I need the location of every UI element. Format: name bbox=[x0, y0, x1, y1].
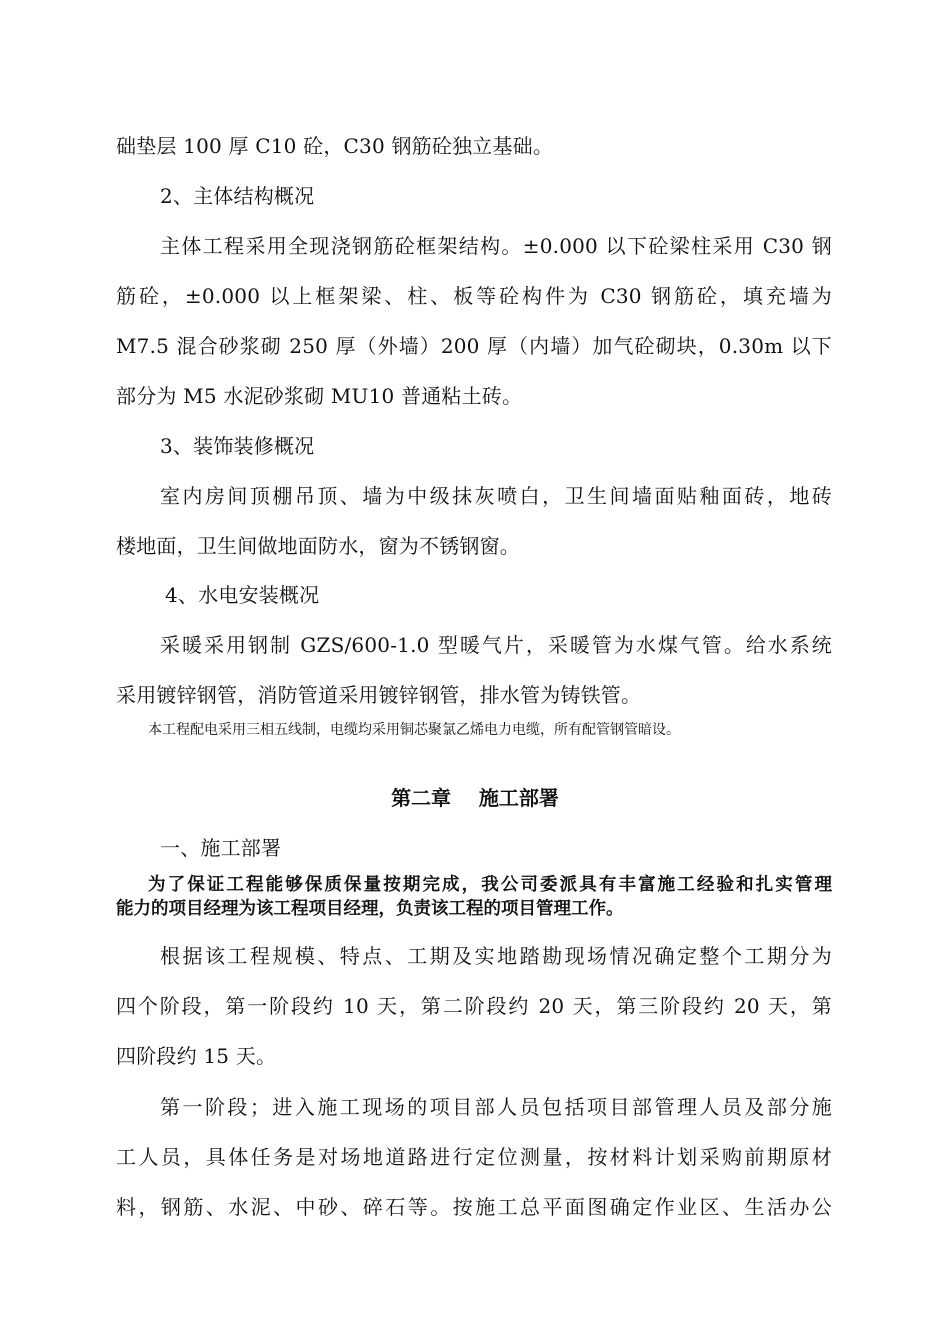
bold-paragraph-line: 为了保证工程能够保质保量按期完成，我公司委派具有丰富施工经验和扎实管理 bbox=[148, 875, 832, 895]
paragraph-line: 四个阶段，第一阶段约 10 天，第二阶段约 20 天，第三阶段约 20 天，第 bbox=[116, 994, 832, 1018]
section-heading: 3、装饰装修概况 bbox=[160, 434, 315, 458]
paragraph-line: 楼地面，卫生间做地面防水，窗为不锈钢窗。 bbox=[116, 534, 520, 558]
chapter-title: 第二章 施工部署 bbox=[391, 786, 559, 810]
bold-paragraph-line: 能力的项目经理为该工程项目经理，负责该工程的项目管理工作。 bbox=[116, 899, 624, 919]
paragraph-line: 工人员，具体任务是对场地道路进行定位测量，按材料计划采购前期原材 bbox=[116, 1145, 832, 1169]
paragraph-line: 主体工程采用全现浇钢筋砼框架结构。±0.000 以下砼梁柱采用 C30 钢 bbox=[160, 234, 832, 258]
paragraph-line: 采用镀锌钢管，消防管道采用镀锌钢管，排水管为铸铁管。 bbox=[116, 683, 642, 707]
paragraph-line: 室内房间顶棚吊顶、墙为中级抹灰喷白，卫生间墙面贴釉面砖，地砖 bbox=[160, 484, 832, 508]
paragraph-line: 料，钢筋、水泥、中砂、碎石等。按施工总平面图确定作业区、生活办公 bbox=[116, 1195, 832, 1219]
paragraph-line: 四阶段约 15 天。 bbox=[116, 1044, 277, 1068]
paragraph-line: 采暖采用钢制 GZS/600-1.0 型暖气片，采暖管为水煤气管。给水系统 bbox=[160, 633, 832, 657]
small-note-line: 本工程配电采用三相五线制，电缆均采用铜芯聚氯乙烯电力电缆，所有配管钢管暗设。 bbox=[148, 722, 680, 738]
paragraph-line: 筋砼，±0.000 以上框架梁、柱、板等砼构件为 C30 钢筋砼，填充墙为 bbox=[116, 284, 832, 308]
paragraph-line: 部分为 M5 水泥砂浆砌 MU10 普通粘土砖。 bbox=[116, 384, 523, 408]
paragraph-line: 第一阶段；进入施工现场的项目部人员包括项目部管理人员及部分施 bbox=[160, 1095, 832, 1119]
paragraph-line: 础垫层 100 厚 C10 砼，C30 钢筋砼独立基础。 bbox=[116, 134, 554, 158]
paragraph-line: 根据该工程规模、特点、工期及实地踏勘现场情况确定整个工期分为 bbox=[160, 944, 832, 968]
section-heading: 一、施工部署 bbox=[160, 836, 282, 860]
section-heading: 2、主体结构概况 bbox=[160, 184, 315, 208]
paragraph-line: M7.5 混合砂浆砌 250 厚（外墙）200 厚（内墙）加气砼砌块，0.30m 以下 bbox=[116, 334, 832, 358]
section-heading: 4、水电安装概况 bbox=[165, 583, 320, 607]
